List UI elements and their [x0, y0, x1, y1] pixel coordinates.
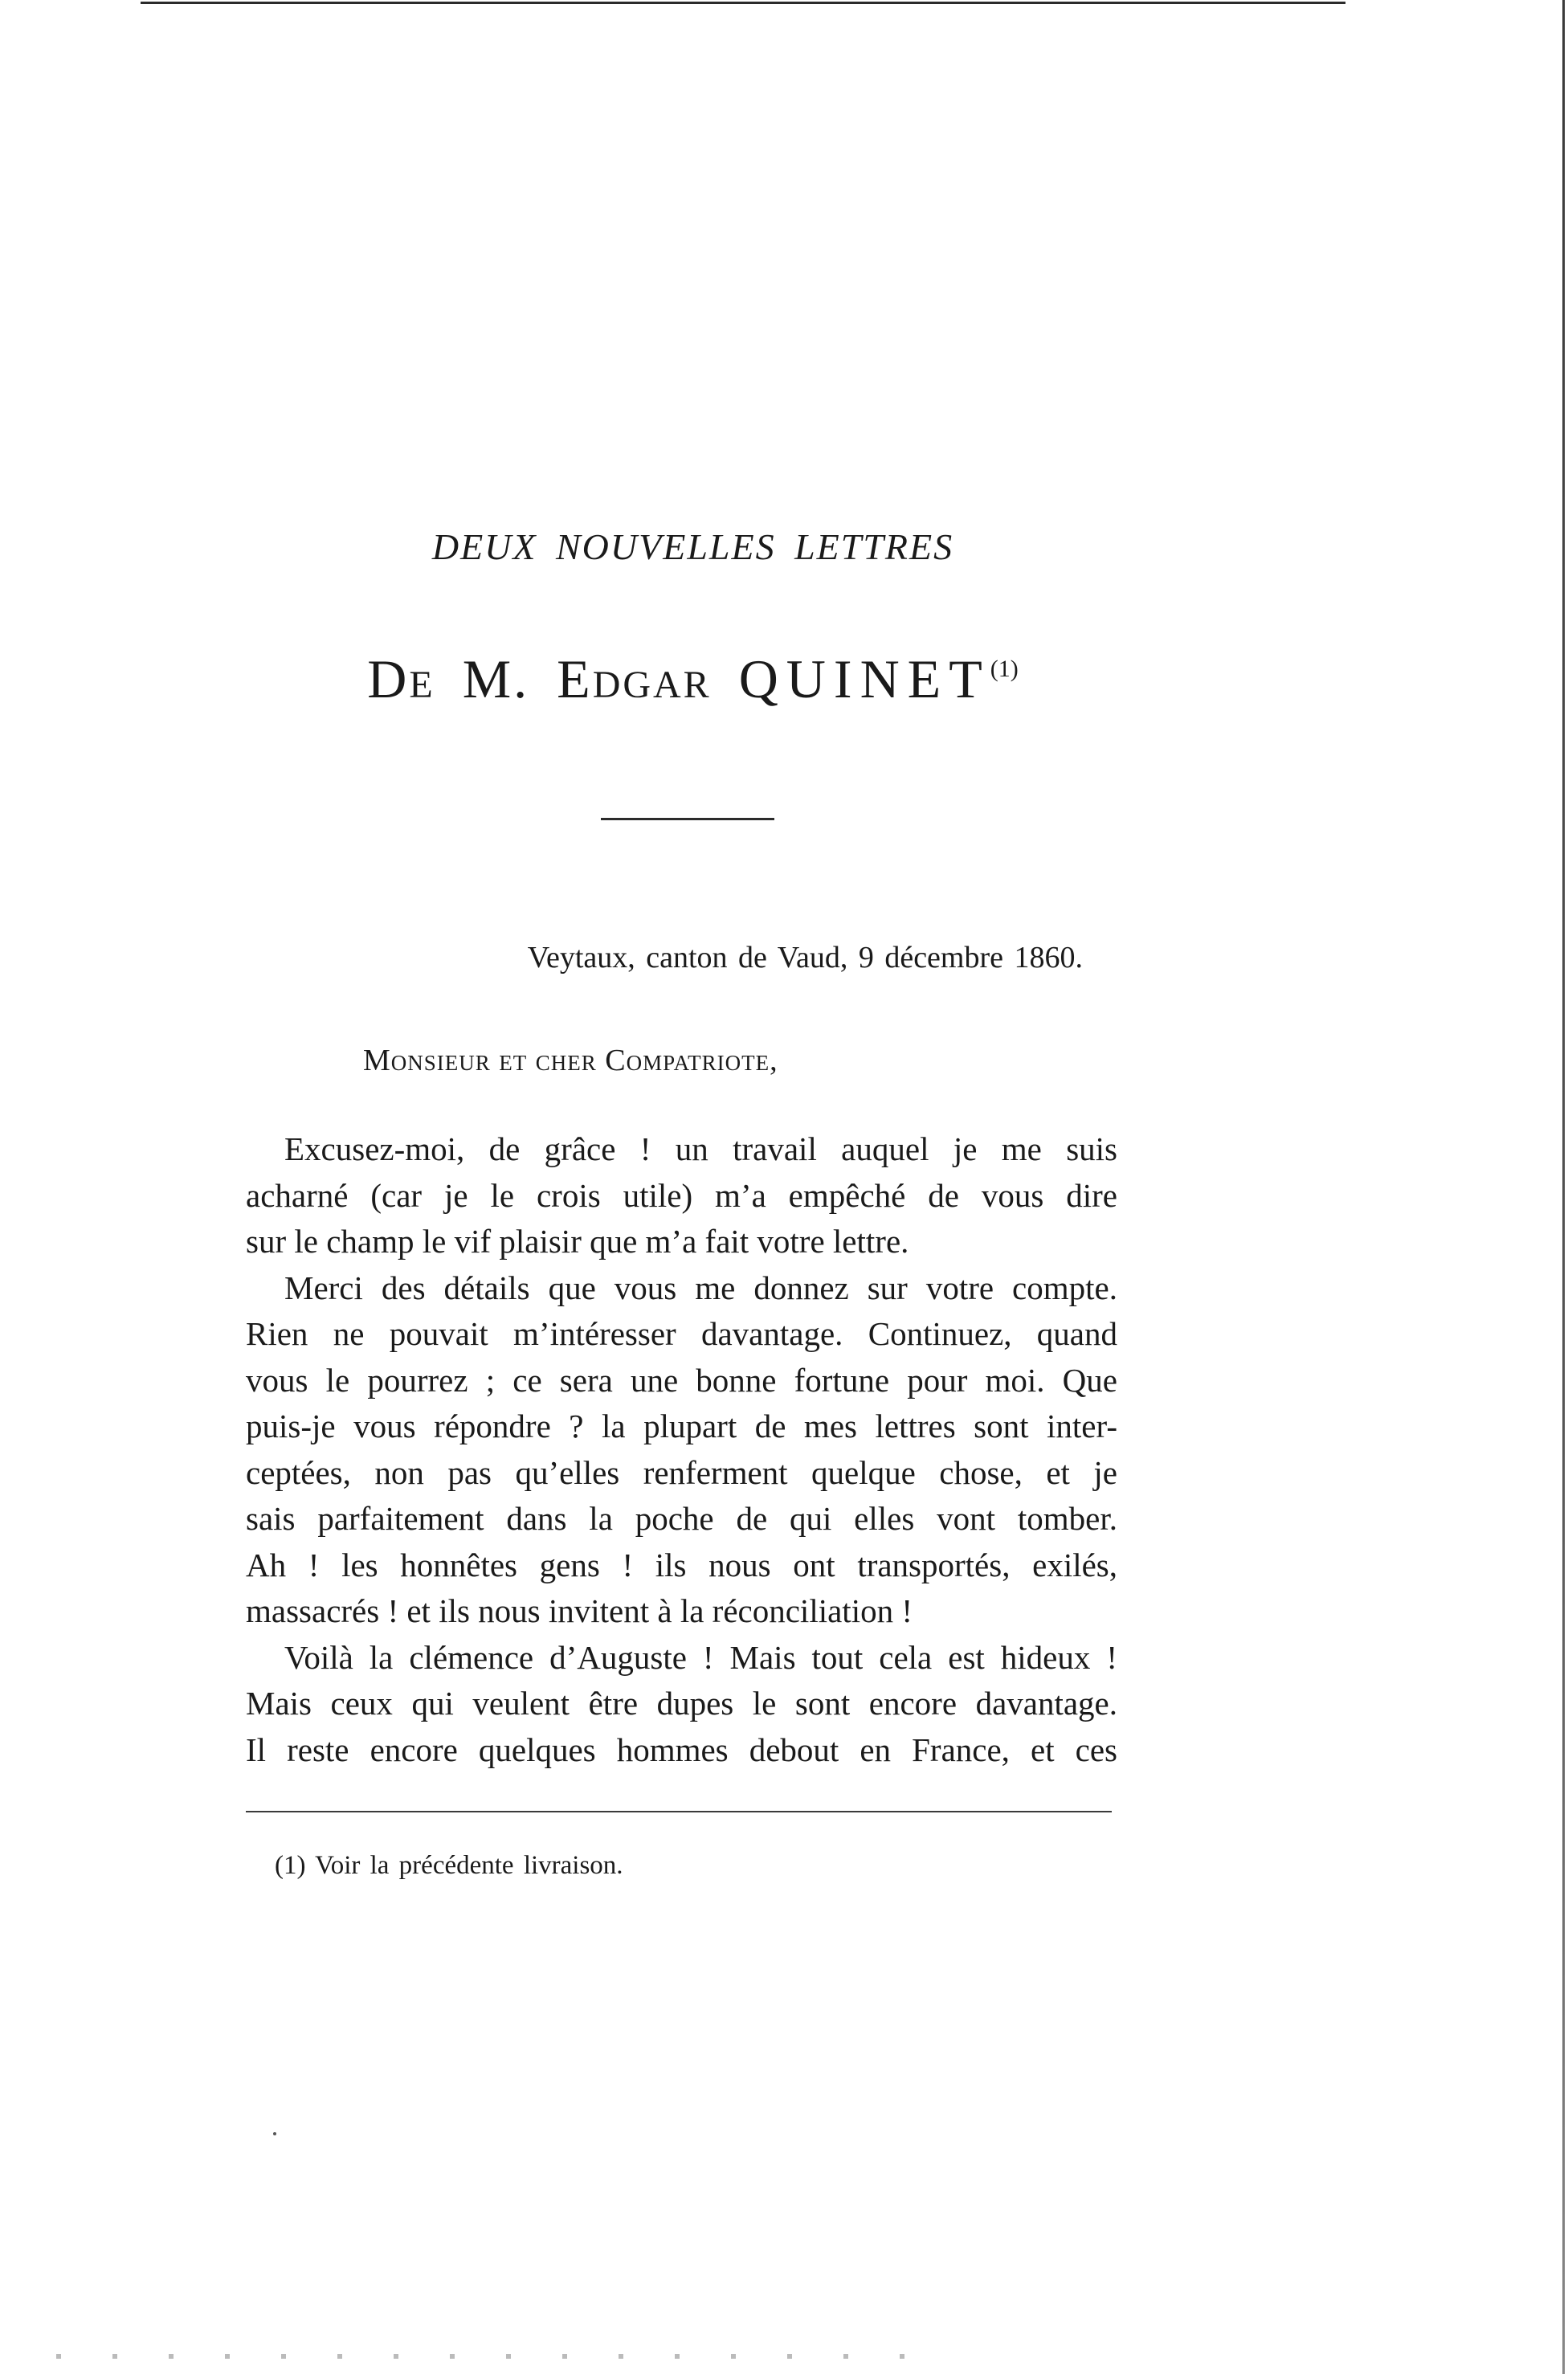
text-line: Il reste encore quelques hommes debout en France, et ces — [246, 1730, 1117, 1768]
series-title: DEUX NOUVELLES LETTRES — [431, 526, 954, 567]
text-line: ceptées, non pas qu’elles renferment quelque chose, et je — [246, 1453, 1117, 1491]
title-name: QUINET — [738, 648, 990, 709]
letter-salutation: Monsieur et cher Compatriote, — [363, 1044, 778, 1077]
text-line: Merci des détails que vous me donnez sur votre compte. — [284, 1269, 1117, 1306]
text-line: Voilà la clémence d’Auguste ! Mais tout cela est hideux ! — [284, 1638, 1117, 1676]
footnote: (1) Voir la précédente livraison. — [275, 1851, 623, 1880]
text-line: puis-je vous répondre ? la plupart de mes lettres sont inter- — [246, 1408, 1117, 1444]
text-line: sur le champ le vif plaisir que m’a fait votre lettre. — [246, 1223, 909, 1260]
bottom-scan-noise — [56, 2354, 940, 2359]
text-line: massacrés ! et ils nous invitent à la réconciliation ! — [246, 1592, 913, 1629]
paragraph — [246, 1265, 1117, 1635]
page-edge-shadow — [1562, 0, 1565, 2374]
text-line: Excusez-moi, de grâce ! un travail auquel je me suis — [284, 1130, 1117, 1167]
text-line: Rien ne pouvait m’intéresser davantage. Continuez, quand — [246, 1315, 1117, 1352]
letter-dateline: Veytaux, canton de Vaud, 9 décembre 1860. — [527, 941, 1083, 975]
top-border-rule — [141, 2, 1345, 4]
footnote-rule — [246, 1811, 1112, 1812]
paragraph — [246, 1635, 1117, 1774]
print-speck — [273, 2132, 276, 2135]
text-line: Mais ceux qui veulent être dupes le sont encore davantage. — [246, 1685, 1117, 1722]
letter-body — [246, 1126, 1117, 1773]
text-line: acharné (car je le crois utile) m’a empêché de vous dire — [246, 1176, 1117, 1214]
title-prefix: De M. Edgar — [367, 648, 712, 709]
article-title — [0, 648, 1386, 711]
title-separator-rule — [601, 818, 774, 820]
paragraph — [246, 1126, 1117, 1265]
text-line: vous le pourrez ; ce sera une bonne fortune pour moi. Que — [246, 1361, 1117, 1399]
text-line: Ah ! les honnêtes gens ! ils nous ont transportés, exilés, — [246, 1546, 1117, 1583]
title-footnote-mark: (1) — [990, 656, 1019, 682]
text-line: sais parfaitement dans la poche de qui elles vont tomber. — [246, 1500, 1117, 1537]
